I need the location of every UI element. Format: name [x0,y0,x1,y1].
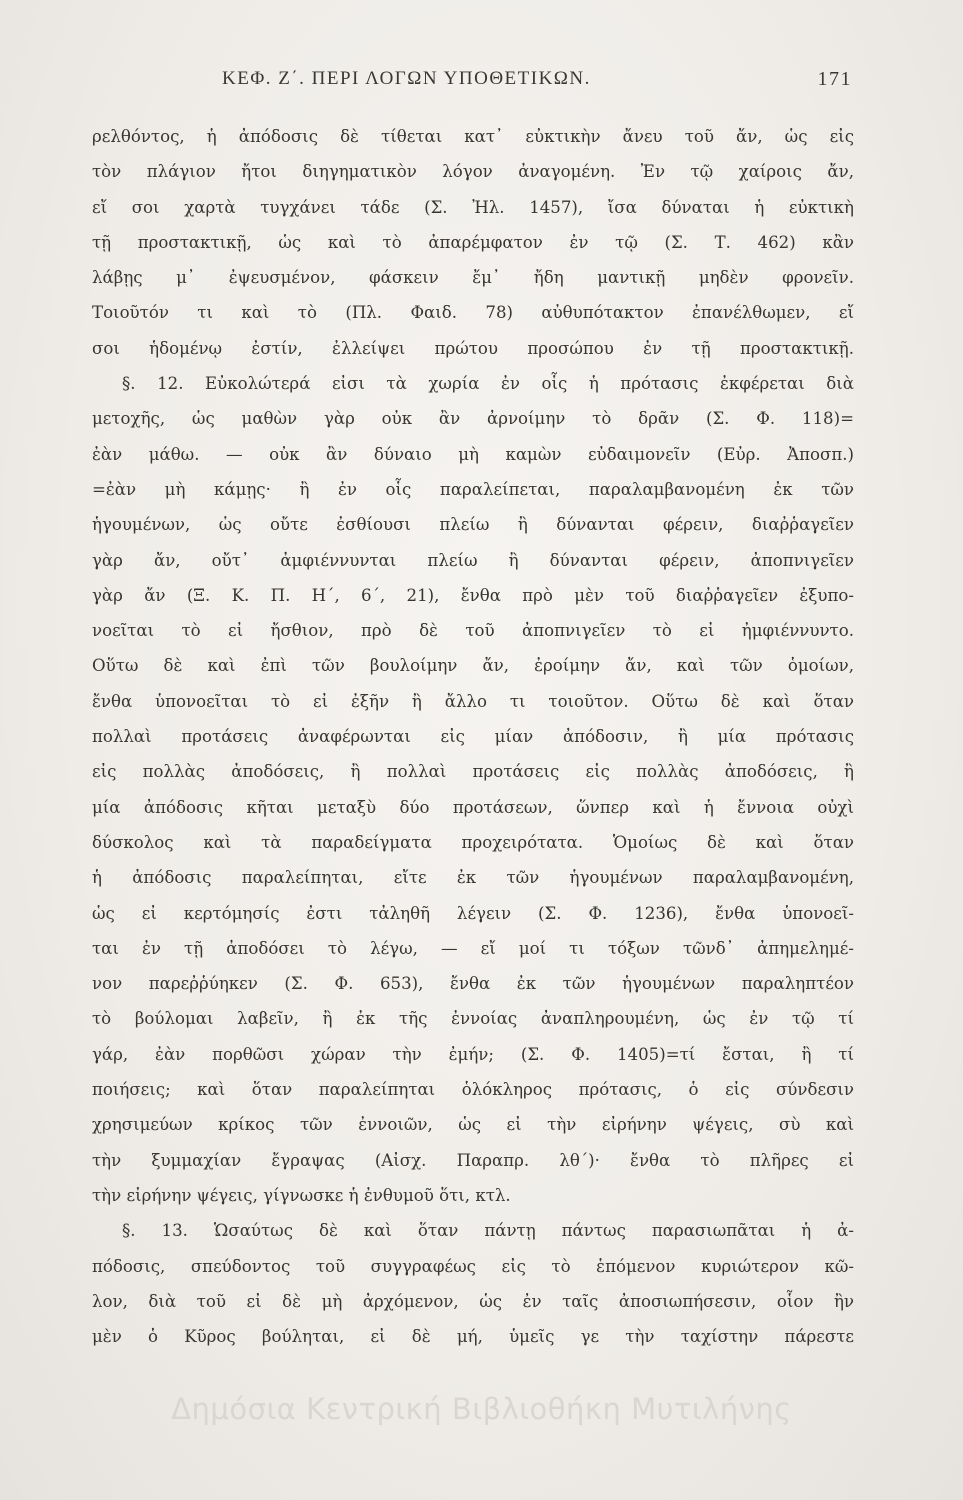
text-line: τὴν εἰρήνην ψέγεις, γίγνωσκε ἡ ἐνθυμοῦ ὅτι, κτλ. [92,1185,511,1205]
running-title: ΚΕΦ. Ζ΄. ΠΕΡΙ ΛΟΓΩΝ ΥΠΟΘΕΤΙΚΩΝ. [222,68,591,89]
text-line: μὲν ὁ Κῦρος βούληται, εἰ δὲ μή, ὑμεῖς γε τὴν ταχίστην πάρεστε [92,1327,854,1347]
text-line: ἔνθα ὑπονοεῖται τὸ εἰ ἐξῆν ἢ ἄλλο τι τοιοῦτον. Οὕτω δὲ καὶ ὅταν [92,691,854,711]
text-line: πόδοσις, σπεύδοντος τοῦ συγγραφέως εἰς τὸ ἑπόμενον κυριώτερον κῶ- [92,1256,854,1276]
text-line: Οὕτω δὲ καὶ ἐπὶ τῶν βουλοίμην ἄν, ἐροίμην ἄν, καὶ τῶν ὁμοίων, [92,656,854,676]
text-line: Τοιοῦτόν τι καὶ τὸ (Πλ. Φαιδ. 78) αὐθυπότακτον ἐπανέλθωμεν, εἴ [92,303,854,323]
section-12-start: §. 12. Εὐκολώτερά εἰσι τὰ χωρία ἐν οἷς ἡ πρότασις ἐκφέρεται διὰ [122,374,854,394]
text-line: εἰς πολλὰς ἀποδόσεις, ἢ πολλαὶ προτάσεις εἰς πολλὰς ἀποδόσεις, ἢ [92,762,854,782]
text-line: γὰρ ἄν, οὔτ᾽ ἀμφιέννυνται πλείω ἢ δύνανται φέρειν, ἀποπνιγεῖεν [92,550,854,570]
text-line: =ἐὰν μὴ κάμῃς· ἢ ἐν οἷς παραλείπεται, παραλαμβανομένη ἐκ τῶν [92,479,854,499]
text-line: λον, διὰ τοῦ εἰ δὲ μὴ ἀρχόμενον, ὡς ἐν ταῖς ἀποσιωπήσεσιν, οἷον ἢν [92,1291,854,1311]
text-line: νοεῖται τὸ εἰ ἤσθιον, πρὸ δὲ τοῦ ἀποπνιγεῖεν τὸ εἰ ἠμφιέννυντο. [92,621,854,641]
text-line: εἴ σοι χαρτὰ τυγχάνει τάδε (Σ. Ἠλ. 1457), ἴσα δύναται ἡ εὐκτικὴ [92,197,854,217]
text-line: δύσκολος καὶ τὰ παραδείγματα προχειρότατα. Ὁμοίως δὲ καὶ ὅταν [92,832,854,852]
text-line: χρησιμεύων κρίκος τῶν ἐννοιῶν, ὡς εἰ τὴν εἰρήνην ψέγεις, σὺ καὶ [92,1115,854,1135]
text-line: τῇ προστακτικῇ, ὡς καὶ τὸ ἀπαρέμφατον ἐν τῷ (Σ. Τ. 462) κἂν [92,232,854,252]
text-line: γὰρ ἄν (Ξ. Κ. Π. Η΄, 6΄, 21), ἔνθα πρὸ μὲν τοῦ διαῤῥαγεῖεν ἐξυπο- [92,585,854,605]
text-line: ται ἐν τῇ ἀποδόσει τὸ λέγω, — εἴ μοί τι τόξων τῶνδ᾽ ἀπημελημέ- [92,938,854,958]
text-line: πολλαὶ προτάσεις ἀναφέρωνται εἰς μίαν ἀπόδοσιν, ἢ μία πρότασις [92,727,854,747]
text-line: ποιήσεις; καὶ ὅταν παραλείπηται ὁλόκληρος πρότασις, ὁ εἰς σύνδεσιν [92,1080,854,1100]
library-watermark: Δημόσια Κεντρική Βιβλιοθήκη Μυτιλήνης [171,1392,792,1426]
page-number: 171 [817,68,852,90]
section-13-start: §. 13. Ὡσαύτως δὲ καὶ ὅταν πάντῃ πάντως παρασιωπᾶται ἡ ἀ- [122,1221,854,1241]
page-header [222,68,852,98]
text-line: τὸ βούλομαι λαβεῖν, ἢ ἐκ τῆς ἐννοίας ἀναπληρουμένη, ὡς ἐν τῷ τί [92,1009,854,1029]
text-line: τὴν ξυμμαχίαν ἔγραψας (Αἰσχ. Παραπρ. λθ΄)· ἔνθα τὸ πλῆρες εἰ [92,1150,854,1170]
text-line: νον παρεῤῥύηκεν (Σ. Φ. 653), ἔνθα ἐκ τῶν ἡγουμένων παραληπτέον [92,974,854,994]
text-line: ἡγουμένων, ὡς οὔτε ἐσθίουσι πλείω ἢ δύνανται φέρειν, διαῤῥαγεῖεν [92,515,854,535]
text-line: λάβῃς μ᾽ ἐψευσμένον, φάσκειν ἔμ᾽ ἤδη μαντικῇ μηδὲν φρονεῖν. [92,268,854,288]
text-line: τὸν πλάγιον ἤτοι διηγηματικὸν λόγον ἀναγομένη. Ἐν τῷ χαίροις ἄν, [92,162,854,182]
body-text [92,119,854,1354]
text-line: μία ἀπόδοσις κῆται μεταξὺ δύο προτάσεων, ὥνπερ καὶ ἡ ἔννοια οὐχὶ [92,797,854,817]
text-line: ἡ ἀπόδοσις παραλείπηται, εἴτε ἐκ τῶν ἡγουμένων παραλαμβανομένη, [92,868,854,888]
text-line: ὡς εἰ κερτόμησίς ἐστι τἀληθῆ λέγειν (Σ. Φ. 1236), ἔνθα ὑπονοεῖ- [92,903,854,923]
text-line: ρελθόντος, ἡ ἀπόδοσις δὲ τίθεται κατ᾽ εὐκτικὴν ἄνευ τοῦ ἄν, ὡς εἰς [92,127,854,146]
text-line: γάρ, ἐὰν πορθῶσι χώραν τὴν ἐμήν; (Σ. Φ. 1405)=τί ἔσται, ἢ τί [92,1044,854,1064]
text-line: σοι ἡδομένῳ ἐστίν, ἐλλείψει πρώτου προσώπου ἐν τῇ προστακτικῇ. [92,338,854,358]
text-line: ἐὰν μάθω. — οὐκ ἂν δύναιο μὴ καμὼν εὐδαιμονεῖν (Εὐρ. Ἀποσπ.) [92,444,854,464]
text-line: μετοχῆς, ὡς μαθὼν γὰρ οὐκ ἂν ἀρνοίμην τὸ δρᾶν (Σ. Φ. 118)= [92,409,854,429]
